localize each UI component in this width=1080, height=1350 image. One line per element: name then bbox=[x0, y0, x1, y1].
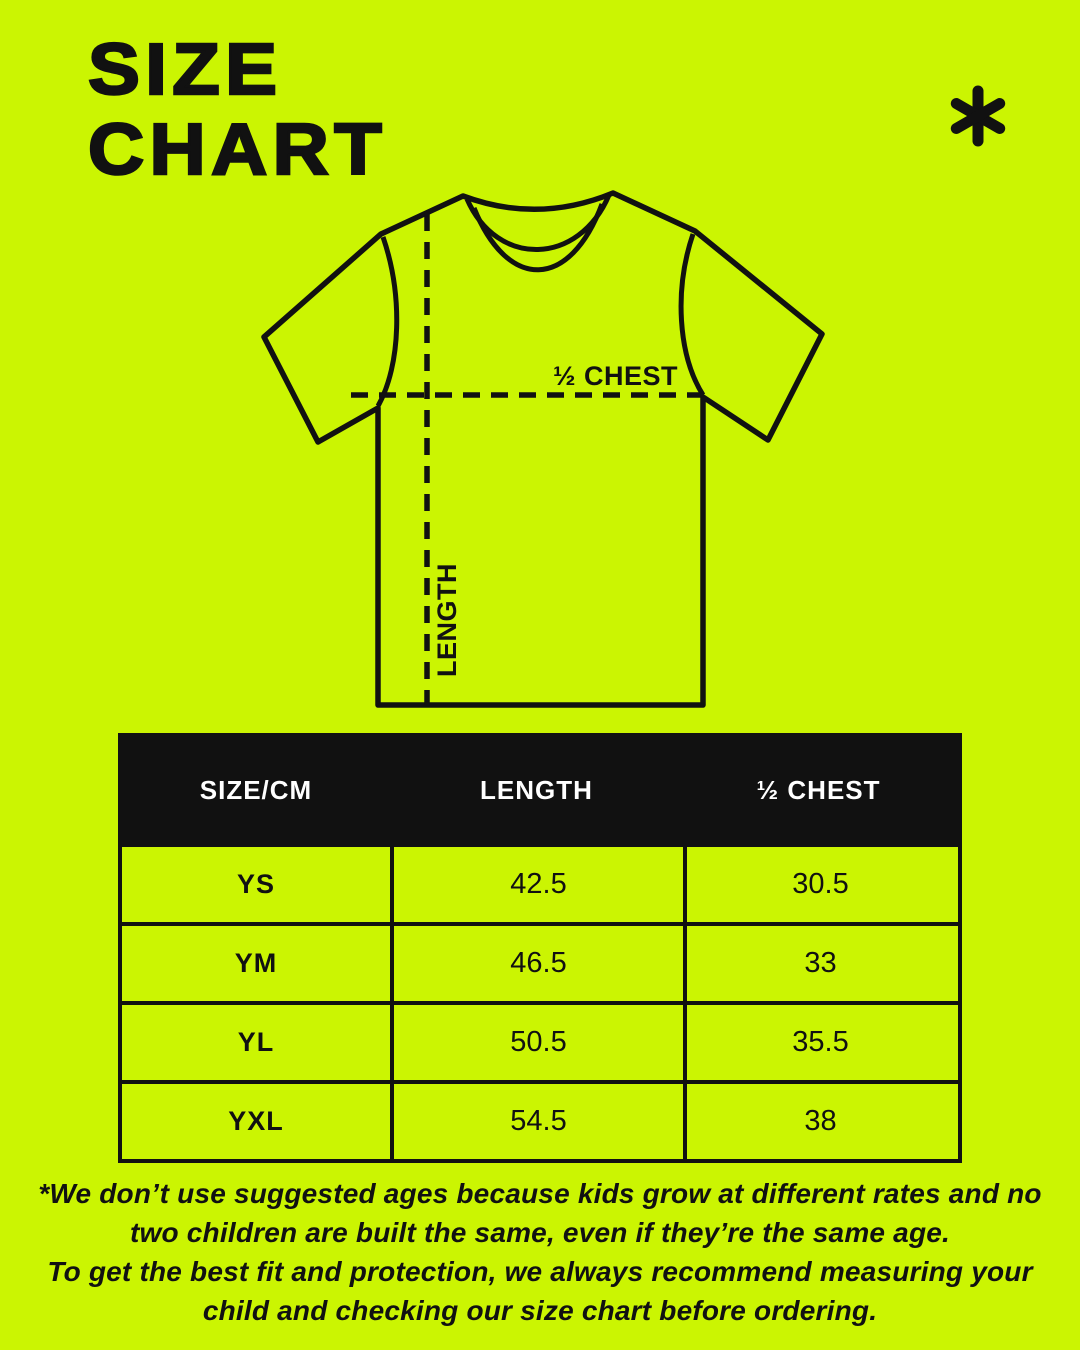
page-title bbox=[88, 30, 387, 190]
length-cell: 50.5 bbox=[390, 1005, 683, 1080]
chest-measure-label: ½ CHEST bbox=[552, 361, 678, 391]
column-header-size: SIZE/CM bbox=[199, 774, 313, 805]
column-header-length: LENGTH bbox=[480, 774, 593, 805]
half-chest-cell: 35.5 bbox=[683, 1005, 954, 1080]
size-cell: YS bbox=[236, 869, 276, 899]
size-cell: YM bbox=[234, 948, 278, 978]
column-header-half-chest: ½ CHEST bbox=[756, 774, 881, 805]
length-measure-label: LENGTH bbox=[432, 563, 462, 677]
left-armhole-seam bbox=[378, 237, 397, 406]
table-row bbox=[122, 1080, 958, 1159]
table-row bbox=[122, 922, 958, 1001]
table-row bbox=[122, 843, 958, 922]
asterisk-icon bbox=[946, 84, 1010, 148]
footer-note-sentence1: *We don’t use suggested ages because kids grow at different rates and no two children are built the same, even if they’re the same age. bbox=[38, 1178, 1042, 1248]
length-cell: 54.5 bbox=[390, 1084, 683, 1159]
size-cell: YL bbox=[237, 1027, 275, 1057]
half-chest-cell: 30.5 bbox=[683, 847, 954, 922]
page-title-line2: CHART bbox=[88, 110, 388, 190]
tshirt-diagram bbox=[250, 180, 830, 710]
length-cell: 46.5 bbox=[390, 926, 683, 1001]
length-cell: 42.5 bbox=[390, 847, 683, 922]
footer-note-sentence2: To get the best fit and protection, we always recommend measuring your child and checking our size chart before ordering. bbox=[47, 1256, 1033, 1326]
table-row bbox=[122, 1001, 958, 1080]
size-cell: YXL bbox=[228, 1106, 284, 1136]
half-chest-cell: 33 bbox=[683, 926, 954, 1001]
page-title-line1: SIZE bbox=[88, 30, 283, 110]
size-table-header bbox=[122, 737, 958, 843]
half-chest-cell: 38 bbox=[683, 1084, 954, 1159]
footer-note bbox=[18, 1174, 1062, 1330]
right-armhole-seam bbox=[681, 234, 703, 395]
size-table bbox=[118, 733, 962, 1163]
